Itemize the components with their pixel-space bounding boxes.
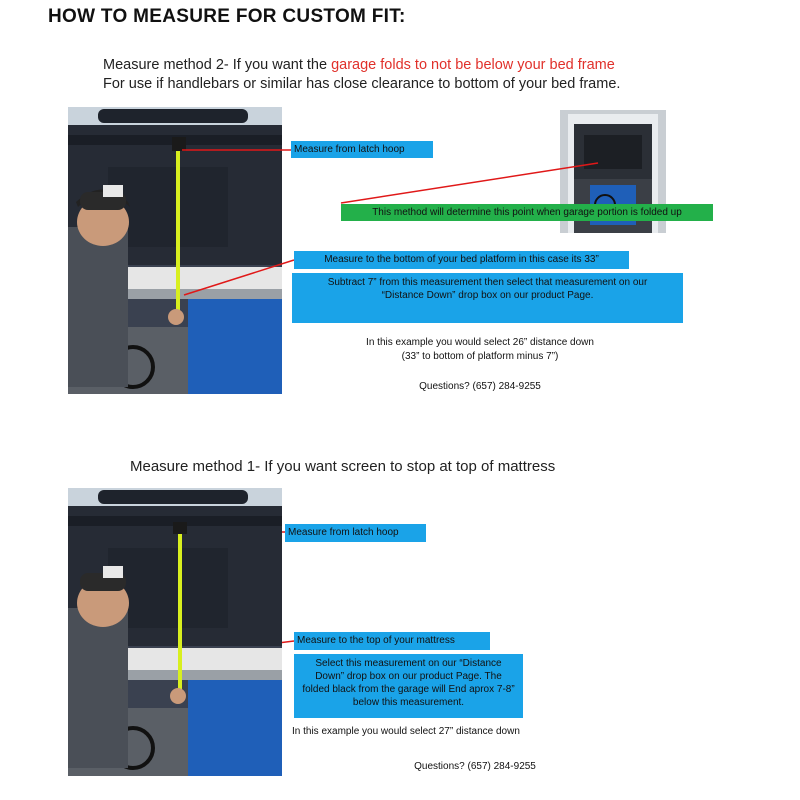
method2-subheading: For use if handlebars or similar has close clearance to bottom of your bed frame. [103,76,621,92]
method1-callout-top: Measure to the top of your mattress [294,632,490,650]
method2-heading-prefix: Measure method 2- If you want the [103,57,332,73]
method2-example-line2: (33” to bottom of platform minus 7”) [401,351,559,362]
method2-callout-latch: Measure from latch hoop [291,141,433,158]
method2-example-line1: In this example you would select 26” distance down [366,337,594,348]
method1-callout-latch: Measure from latch hoop [285,524,426,542]
method1-callout-select: Select this measurement on our “Distance Down” drop box on our product Page. The folded black from the garage will End aprox 7-8” below this measurement. [294,654,523,718]
method2-callout-green: This method will determine this point when garage portion is folded up [341,204,713,221]
method1-example-line: In this example you would select 27” distance down [292,726,520,737]
arrow-bottom-platform [184,260,294,295]
method2-callout-subtract: Subtract 7” from this measurement then select that measurement on our “Distance Down” drop box on our product Page. [292,273,683,323]
method2-callout-bottom: Measure to the bottom of your bed platform in this case its 33” [294,251,629,269]
method1-van-photo [68,488,282,776]
method2-questions: Questions? (657) 284-9255 [419,381,541,392]
arrow-green-point [341,163,598,203]
method1-heading: Measure method 1- If you want screen to stop at top of mattress [130,458,556,475]
method1-questions: Questions? (657) 284-9255 [414,761,536,772]
method2-heading-highlight: garage folds to not be below your bed frame [331,57,615,73]
page-title: HOW TO MEASURE FOR CUSTOM FIT: [48,6,406,27]
